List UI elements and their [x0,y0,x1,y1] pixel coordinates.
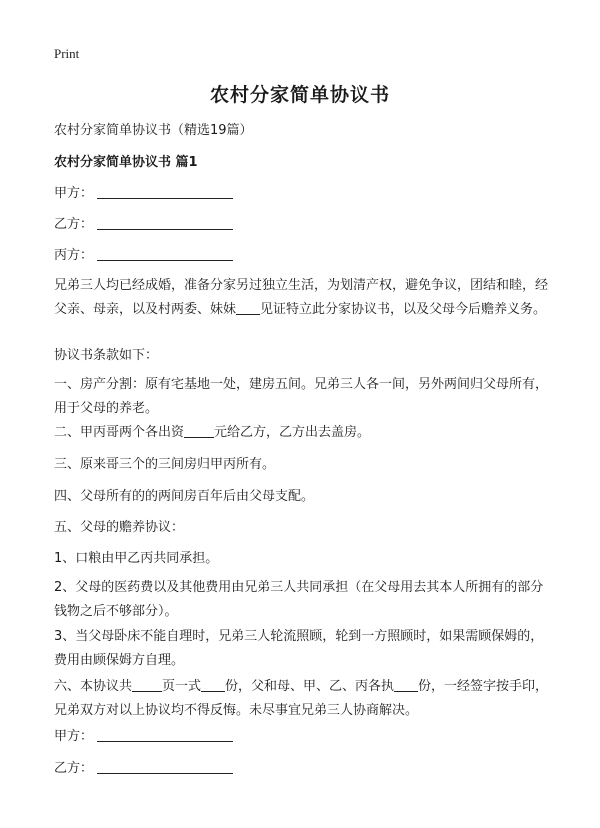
each-holds-blank [394,677,418,692]
party-bing-line [54,243,554,268]
sign-jia-blank [97,727,233,742]
print-label: Print [54,46,80,61]
support-item-1: 1、口粮由甲乙丙共同承担。 [54,551,219,566]
party-bing-label: 丙方： [54,248,94,263]
party-jia-line [54,181,554,206]
party-yi-blank [97,215,233,230]
term-3: 三、原来哥三个的三间房归甲丙所有。 [54,457,276,472]
sign-yi-label: 乙方： [54,761,94,776]
terms-heading: 协议书条款如下： [54,348,159,363]
party-yi-label: 乙方： [54,217,94,232]
term-6-text-c: 份，父和母、甲、乙、丙各执 [225,679,395,694]
term-5: 五、父母的赡养协议： [54,520,185,535]
sign-jia-line [54,724,554,749]
term-6-text-a: 六、本协议共 [54,679,133,694]
party-bing-blank [97,246,233,261]
sign-jia-label: 甲方： [54,729,94,744]
term-6 [54,675,554,723]
sign-yi-line [54,756,554,781]
party-jia-label: 甲方： [54,186,94,201]
intro-text-1: 兄弟三人均已经成婚，准备分家另过独立生活，为划清产权，避免争议，团结和睦，经父亲、母亲，以及村两委、妹妹 [54,278,549,317]
pages-blank [132,677,162,692]
party-yi-line [54,212,554,237]
document-title: 农村分家简单协议书 [209,84,390,106]
term-2-text-b: 元给乙方，乙方出去盖房。 [214,425,371,440]
term-2-amount-blank [184,423,214,438]
intro-paragraph [54,274,554,322]
copies-blank [201,677,225,692]
document-subtitle: 农村分家简单协议书（精选19篇） [54,123,253,138]
term-6-text-b: 页一式 [162,679,202,694]
support-item-2: 2、父母的医药费以及其他费用由兄弟三人共同承担（在父母用去其本人所拥有的部分钱物之后不够部分）。 [54,580,544,619]
intro-text-2: 见证特立此分家协议书，以及父母今后赡养义务。 [260,302,547,317]
party-jia-blank [97,184,233,199]
term-4: 四、父母所有的的两间房百年后由父母支配。 [54,489,315,504]
term-2 [54,420,554,445]
sign-yi-blank [97,759,233,774]
term-2-text-a: 二、甲丙哥两个各出资 [54,425,185,440]
term-1: 一、房产分割：原有宅基地一处，建房五间。兄弟三人各一间，另外两间归父母所有，用于父母的养老。 [54,377,549,416]
witness-blank [236,300,260,315]
term-6-text-d: 份，一经签字按手印，兄弟双方对以上协议均不得反悔。未尽事宜兄弟三人协商解决。 [54,679,549,718]
section-heading: 农村分家简单协议书 篇1 [54,155,198,170]
support-item-3: 3、当父母卧床不能自理时，兄弟三人轮流照顾，轮到一方照顾时，如果需顾保姆的，费用由顾保姆方自理。 [54,629,544,668]
